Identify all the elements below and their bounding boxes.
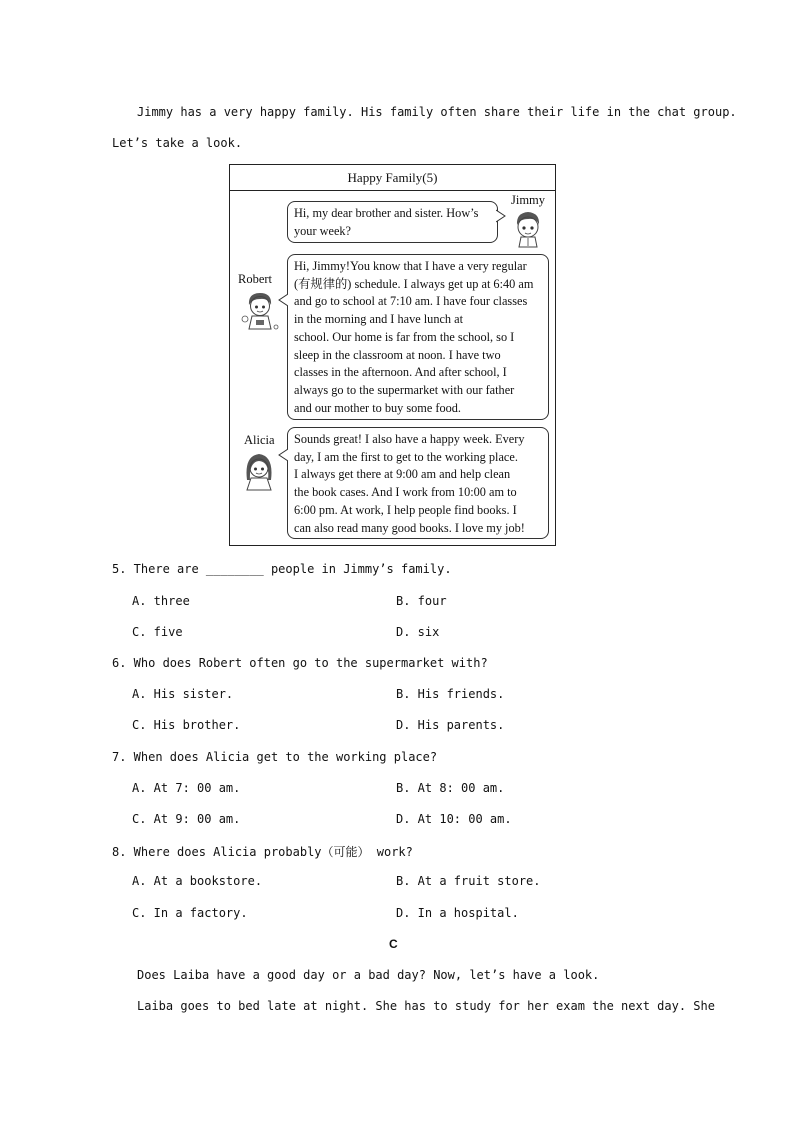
robert-message-line: and our mother to buy some food.: [294, 400, 462, 415]
question-8-option-d[interactable]: D. In a hospital.: [396, 906, 519, 920]
alicia-message-line: Sounds great! I also have a happy week. Every: [294, 432, 525, 446]
alicia-message-line: I always get there at 9:00 am and help clean: [294, 467, 511, 482]
alicia-avatar-icon: [240, 450, 278, 497]
robert-message-line: Hi, Jimmy!You know that I have a very regular: [294, 259, 527, 273]
jimmy-message-line: Hi, my dear brother and sister. How’s: [294, 206, 479, 220]
question-5-stem: 5. There are ________ people in Jimmy’s family.: [112, 562, 452, 576]
section-c-line-2: Laiba goes to bed late at night. She has to study for her exam the next day. She: [137, 999, 715, 1013]
robert-message-line: school. Our home is far from the school, so I: [294, 329, 515, 344]
chat-group-figure: [229, 164, 556, 546]
speaker-alicia: Alicia: [244, 433, 275, 447]
robert-avatar-icon: [240, 289, 280, 336]
question-6-option-c[interactable]: C. His brother.: [132, 718, 241, 732]
jimmy-avatar-icon: [511, 209, 545, 254]
intro-line-1: Jimmy has a very happy family. His family often share their life in the chat group.: [137, 105, 737, 119]
question-7-stem: 7. When does Alicia get to the working place?: [112, 750, 438, 764]
question-6-option-d[interactable]: D. His parents.: [396, 718, 505, 732]
alicia-bubble-tail: [278, 448, 288, 462]
question-8-stem: 8. Where does Alicia probably（可能） work?: [112, 845, 413, 859]
robert-message-line: in the morning and I have lunch at: [294, 312, 464, 327]
question-8-option-b[interactable]: B. At a fruit store.: [396, 874, 541, 888]
question-7-option-b[interactable]: B. At 8: 00 am.: [396, 781, 505, 795]
jimmy-message-bubble: [287, 201, 498, 243]
speaker-jimmy: Jimmy: [511, 193, 546, 207]
question-7-option-c[interactable]: C. At 9: 00 am.: [132, 812, 241, 826]
question-6-option-b[interactable]: B. His friends.: [396, 687, 505, 701]
section-c-heading: C: [389, 937, 398, 951]
question-5-option-a[interactable]: A. three: [132, 594, 190, 608]
question-5-option-d[interactable]: D. six: [396, 625, 440, 639]
question-8-option-a[interactable]: A. At a bookstore.: [132, 874, 263, 888]
alicia-message-line: can also read many good books. I love my job!: [294, 520, 525, 535]
question-5-option-c[interactable]: C. five: [132, 625, 183, 639]
alicia-message-bubble: [287, 427, 549, 539]
question-6-stem: 6. Who does Robert often go to the supermarket with?: [112, 656, 488, 670]
robert-message-line: (有规律的) schedule. I always get up at 6:40 am: [294, 276, 534, 291]
robert-message-line: and go to school at 7:10 am. I have four classes: [294, 294, 528, 309]
alicia-message-line: the book cases. And I work from 10:00 am to: [294, 485, 517, 500]
alicia-message-line: day, I am the first to get to the working place.: [294, 449, 518, 464]
question-7-option-d[interactable]: D. At 10: 00 am.: [396, 812, 512, 826]
alicia-message-line: 6:00 pm. At work, I help people find books. I: [294, 502, 517, 517]
robert-message-line: sleep in the classroom at noon. I have two: [294, 347, 501, 362]
question-8-option-c[interactable]: C. In a factory.: [132, 906, 248, 920]
question-5-option-b[interactable]: B. four: [396, 594, 447, 608]
jimmy-message-line: your week?: [294, 223, 352, 238]
robert-message-line: always go to the supermarket with our father: [294, 382, 515, 397]
question-7-option-a[interactable]: A. At 7: 00 am.: [132, 781, 241, 795]
jimmy-bubble-tail: [496, 209, 506, 223]
robert-bubble-tail: [278, 293, 288, 307]
robert-message-line: classes in the afternoon. And after school, I: [294, 365, 507, 380]
intro-line-2: Let’s take a look.: [112, 136, 243, 150]
robert-message-bubble: [287, 254, 549, 420]
section-c-line-1: Does Laiba have a good day or a bad day? Now, let’s have a look.: [137, 968, 600, 982]
speaker-robert: Robert: [238, 272, 273, 286]
chat-title: Happy Family(5): [230, 165, 555, 191]
question-6-option-a[interactable]: A. His sister.: [132, 687, 234, 701]
